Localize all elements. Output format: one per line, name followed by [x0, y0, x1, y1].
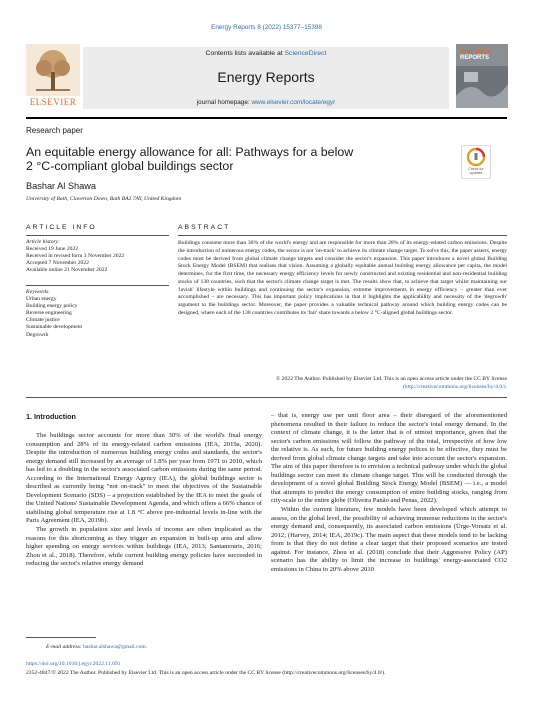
abstract-body: Buildings consume more than 30% of the world's energy and are responsible for more than 28% of its energy-related carbon emissions. Despite the introduction of numerous energy codes, the sector is not 'on-track' to achieve its climate change target. To solve this, the paper asserts, energy codes must be derived from global climate change targets and consider the sector's expansion. This paper introduces a novel global Building Stock Energy Model (BSEM) that realises that vision. Assuming a globally equitable annual building energy allowance per capita, the model determines, for the first time, the necessary energy efficiency levels for newly constructed and existing residential and non-residential building stocks of 138 countries, such that the sector's climate change target is met. The results show that, to achieve that target whilst maintaining our 'lavish' lifestyle within buildings and continuing the sector's expansion, extreme improvements in energy efficiency – greater than ever accomplished – are necessary. This has important policy implications in that it highlights the applicability and necessity of the 'degrowth' argument to the buildings sector. Moreover, the paper provides a valuable technical pathway around which building energy codes can be designed, where each of the 138 countries contributes its 'fair' share towards a below 2 °C-aligned global buildings sector.: [178, 240, 507, 316]
keyword-item: Reverse engineering: [26, 310, 72, 317]
article-title: [26, 145, 426, 173]
author-email-link[interactable]: bashar.alshawa@gmail.com.: [83, 644, 148, 650]
keywords-list: [26, 289, 169, 339]
license-link[interactable]: (http://creativecommons.org/licenses/by/4.0/).: [402, 383, 507, 390]
article-title-line1: An equitable energy allowance for all: Pathways for a below: [26, 145, 354, 159]
contents-line: [83, 50, 449, 57]
email-label: E-mail address:: [46, 644, 82, 650]
keyword-item: Urban energy: [26, 296, 57, 303]
keyword-item: Climate justice: [26, 317, 60, 324]
cover-graphic-icon: [456, 66, 508, 108]
journal-homepage-link[interactable]: www.elsevier.com/locate/egyr: [251, 99, 336, 106]
license-statement: [178, 376, 507, 392]
author-affiliation: University of Bath, Claverton Down, Bath BA2 7AY, United Kingdom: [26, 196, 182, 202]
keyword-item: Building energy policy: [26, 303, 78, 310]
copyright-line: 2352-4847/© 2022 The Author. Published by Elsevier Ltd. This is an open access article under the CC BY license (http://creativecommons.org/licenses/by/4.0/).: [26, 670, 386, 676]
introduction-heading: 1. Introduction: [26, 412, 76, 421]
body-paragraph: – that is, energy use per unit floor area – their disregard of the aforementioned phenomena resulted in their failure to reduce the sector's total energy demand. In the context of climate change, it is the latter that is of utmost importance, given that the sector's carbon emissions will follow the pathway of the total, irrespective of how low the relative is. As such, for future building energy polices to be effective, they must be derived from global climate change targets and take into account the sector's expansion. The aim of this paper therefore is to envision a technical pathway under which the global buildings sector can meet its climate change target. This will be conducted through the development of a novel global Building Stock Energy Model (BSEM) — i.e., a model that attempts to predict the energy consumption of entire building stocks, ranging from city-scale to the entire globe (Oliveira Panão and Penas, 2022).: [271, 412, 507, 505]
homepage-prefix: journal homepage:: [196, 99, 252, 106]
journal-title: Energy Reports: [217, 69, 315, 85]
body-paragraph: The growth in population size and levels of income are often implicated as the reasons for this shortcoming as they trigger an expansion in built-up area and allow higher spending on energy services within buildings (IEA, 2013; Santamouris, 2016; Zhou et al., 2018). Therefore, while current building energy policies have succeeded in reducing the sector's relative energy demand: [26, 526, 262, 568]
check-for-updates-badge[interactable]: [461, 145, 491, 179]
elsevier-logo: [26, 44, 80, 108]
doi-link[interactable]: https://doi.org/10.1016/j.egyr.2022.11.091: [26, 661, 121, 667]
body-column-right: [271, 412, 507, 574]
body-paragraph: The buildings sector accounts for more than 30% of the world's final energy consumption and 28% of its energy-related carbon emissions (IEA, 2019a, 2020). Despite the introduction of numerous building energy codes and standards, the sector's energy demand still increased by an average of 1.8% per year from 1971 to 2010, which has led to a doubling in the sector's associated carbon emissions during the same period. According to the International Energy Agency (IEA), the global buildings sector is described as currently being "not on-track" to meet the objectives of the Sustainable Development Scenario (SDS) – a projection established by the IEA to meet the goals of the United Nations' Sustainable Development Agenda, and which offers a 66% chance of stabilising global temperature rise at 1.8 °C above pre-industrial levels in-line with the Paris Agreement (IEA, 2019b).: [26, 432, 262, 525]
journal-cover-image: [456, 44, 508, 108]
keyword-item: Sustainable development: [26, 324, 83, 331]
article-info-heading: ARTICLE INFO: [26, 224, 97, 231]
keyword-item: Degrowth: [26, 331, 49, 338]
abstract-bottom-rule: [26, 397, 507, 398]
article-info-rule: [26, 235, 169, 236]
body-paragraph: Within the current literature, few models have been developed which attempt to assess, on the global level, the possibility of achieving immense reductions in the sector's energy demand and, consequently, its associated carbon emissions (Ürge-Vorsatz et al. 2012; (Harvey, 2014; IEA, 2019c). The main aspect that these models tend to be lacking from is that they do not define a clear target that their proposed scenarios are tested against. For instance, Zhou et al. (2018) conclude that their Aggressive Policy (AP) scenario has the ability to limit the increase in buildings' energy-associated CO2 emissions in China to 20% above 2010: [271, 506, 507, 573]
license-text: © 2022 The Author. Published by Elsevier Ltd. This is an open access article under the CC BY license: [275, 376, 507, 382]
keywords-rule: [26, 285, 169, 286]
history-online: Available online 21 November 2022: [26, 267, 108, 274]
cover-title: [460, 48, 492, 62]
history-revised: Received in revised form 3 November 2022: [26, 253, 125, 260]
abstract-rule: [178, 235, 507, 236]
history-received: Received 19 June 2022: [26, 246, 79, 253]
journal-reference[interactable]: Energy Reports 8 (2022) 15377–15398: [211, 24, 322, 31]
contents-prefix: Contents lists available at: [205, 50, 285, 57]
elsevier-wordmark: ELSEVIER: [29, 97, 77, 107]
journal-homepage-line: [83, 99, 449, 106]
cover-title-line1: ENERGY: [460, 47, 492, 56]
article-type: Research paper: [26, 126, 83, 135]
history-accepted: Accepted 7 November 2022: [26, 260, 89, 267]
footnote-rule: [26, 637, 96, 638]
keywords-label: Keywords:: [26, 289, 51, 295]
sciencedirect-link[interactable]: ScienceDirect: [284, 50, 327, 57]
body-column-left: [26, 432, 262, 569]
author-email-footnote: [46, 644, 147, 650]
article-history: [26, 239, 169, 274]
history-label: Article history:: [26, 239, 61, 245]
header-rule: [26, 117, 507, 119]
abstract-heading: ABSTRACT: [178, 224, 231, 231]
author-name: Bashar Al Shawa: [26, 181, 96, 191]
article-title-line2: 2 °C-compliant global buildings sector: [26, 159, 234, 173]
check-for-updates-label: Check for updates: [468, 167, 484, 175]
cover-title-line2: REPORTS: [460, 55, 490, 61]
